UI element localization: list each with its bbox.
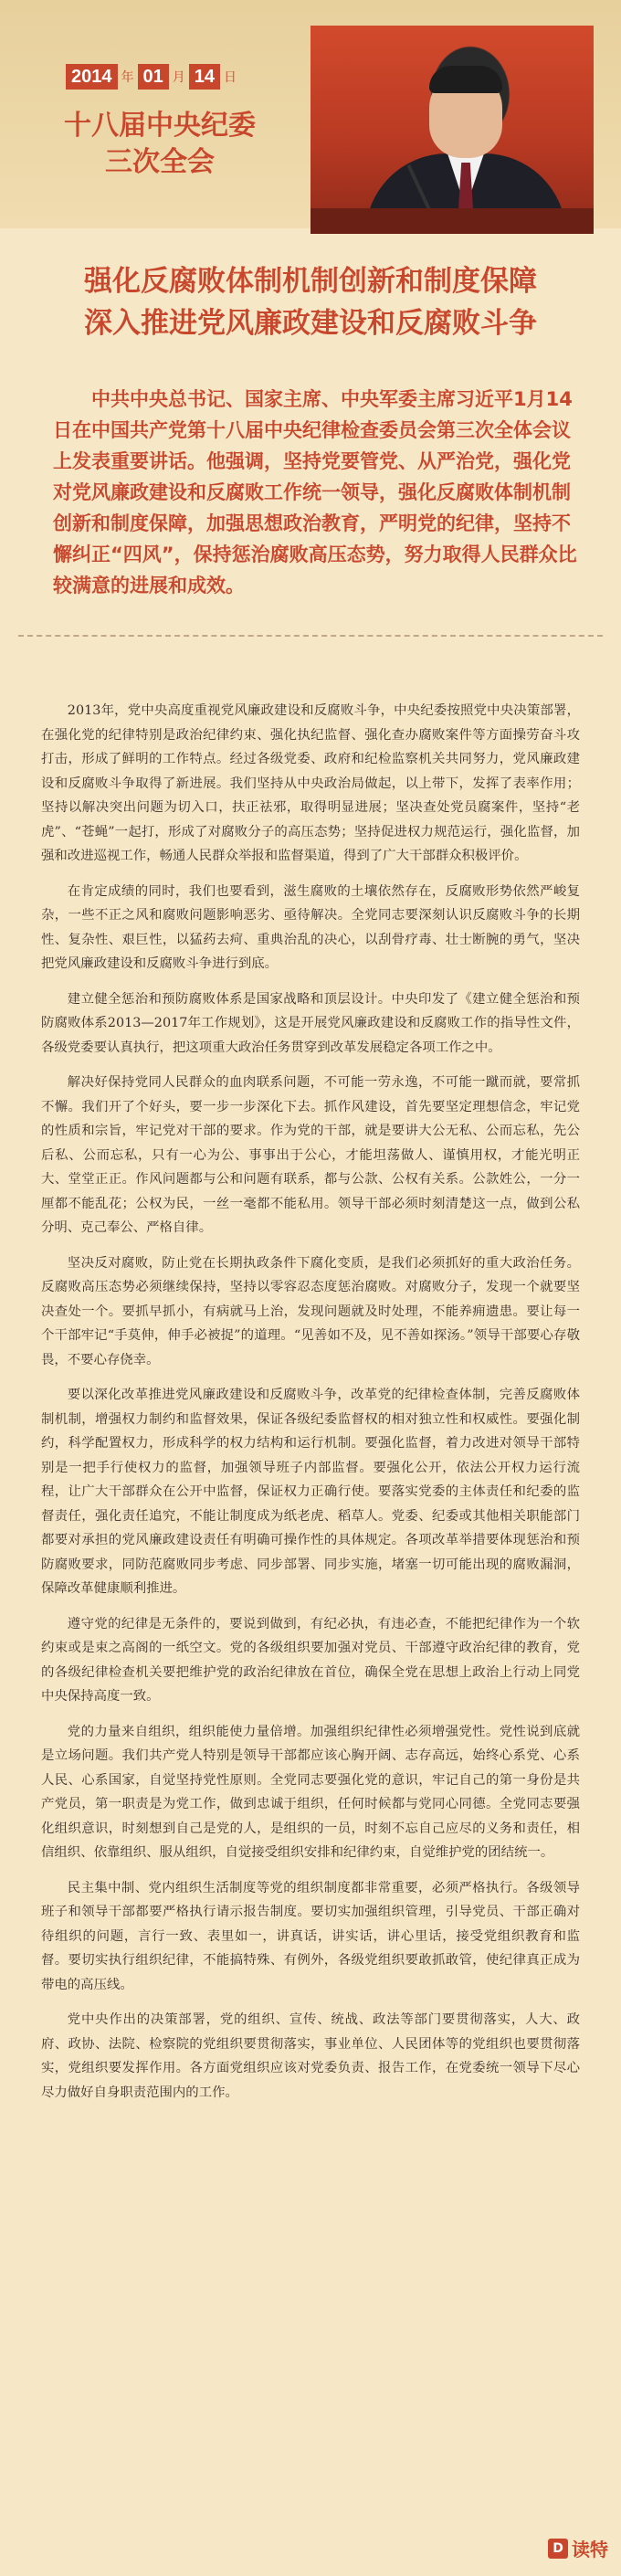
date-day-unit: 日 [224, 69, 237, 84]
date-month-unit: 月 [172, 69, 185, 84]
speaker-photo [310, 26, 594, 234]
app-name: 读特 [572, 2539, 608, 2560]
article-headline [0, 260, 621, 344]
body-paragraph: 民主集中制、党内组织生活制度等党的组织制度都非常重要，必须严格执行。各级领导班子和领导干部都要严格执行请示报告制度。要切实加强组织管理，引导党员、干部正确对待组织的问题，言行一致、表里如一，讲真话，讲实话，讲心里话，接受党组织教育和监督。要切实执行组织纪律，不能搞特殊、有例外，各级党组织要敢抓敢管，使纪律真正成为带电的高压线。 [41, 1880, 580, 1992]
session-line-2: 三次全会 [105, 146, 215, 178]
date-year: 2014 [66, 64, 118, 90]
date-day: 14 [189, 64, 220, 90]
headline-line-1: 强化反腐败体制机制创新和制度保障 [84, 265, 537, 298]
body-paragraph: 坚决反对腐败，防止党在长期执政条件下腐化变质，是我们必须抓好的重大政治任务。反腐败高压态势必须继续保持，坚持以零容忍态度惩治腐败。对腐败分子，发现一个就要坚决查处一个。要抓早抓小，有病就马上治，发现问题就及时处理，不能养痈遗患。要让每一个干部牢记“手莫伸，伸手必被捉”的道理。“见善如不及，见不善如探汤。”领导干部要心存敬畏，不要心存侥幸。 [41, 1255, 580, 1367]
photo-hair [429, 66, 502, 93]
body-paragraph: 建立健全惩治和预防腐败体系是国家战略和顶层设计。中央印发了《建立健全惩治和预防腐败体系2013—2017年工作规划》，这是开展党风廉政建设和反腐败工作的指导性文件，各级党委要认真执行，把这项重大政治任务贯穿到改革发展稳定各项工作之中。 [41, 991, 580, 1055]
body-paragraph: 在肯定成绩的同时，我们也要看到，滋生腐败的土壤依然存在，反腐败形势依然严峻复杂，一些不正之风和腐败问题影响恶劣、亟待解决。全党同志要深刻认识反腐败斗争的长期性、复杂性、艰巨性，以猛药去疴、重典治乱的决心，以刮骨疗毒、壮士断腕的勇气，坚决把党风廉政建设和反腐败斗争进行到底。 [41, 883, 580, 971]
body-paragraph: 遵守党的纪律是无条件的，要说到做到，有纪必执，有违必查，不能把纪律作为一个软约束或是束之高阁的一纸空文。党的各级组织要加强对党员、干部遵守政治纪律的教育，党的各级纪律检查机关要把维护党的政治纪律放在首位，确保全党在思想上政治上行动上同党中央保持高度一致。 [41, 1616, 580, 1704]
photo-podium [310, 208, 594, 234]
body-paragraph: 党的力量来自组织，组织能使力量倍增。加强组织纪律性必须增强党性。党性说到底就是立场问题。我们共产党人特别是领导干部都应该心胸开阔、志存高远，始终心系党、心系人民、心系国家，自觉坚持党性原则。全党同志要强化党的意识，牢记自己的第一身份是共产党员，第一职责是为党工作，做到忠诚于组织，任何时候都与党同心同德。全党同志要强化组织意识，时刻想到自己是党的人，是组织的一员，时刻不忘自己应尽的义务和责任，相信组织、依靠组织、服从组织，自觉接受组织安排和纪律约束，自觉维护党的团结统一。 [41, 1724, 580, 1860]
lead-paragraph: 中共中央总书记、国家主席、中央军委主席习近平1月14日在中国共产党第十八届中央纪律检查委员会第三次全体会议上发表重要讲话。他强调，坚持党要管党、从严治党，强化党对党风廉政建设和反腐败工作统一领导，强化反腐败体制机制创新和制度保障，加强思想政治教育，严明党的纪律，坚持不懈纠正“四风”，保持惩治腐败高压态势，努力取得人民群众比较满意的进展和成效。 [53, 388, 577, 596]
date-stamp [66, 64, 237, 90]
header-banner [0, 0, 621, 228]
section-divider [18, 635, 603, 637]
app-watermark [548, 2535, 608, 2561]
headline-line-2: 深入推进党风廉政建设和反腐败斗争 [84, 307, 537, 340]
session-line-1: 十八届中央纪委 [64, 110, 256, 142]
body-paragraph: 2013年，党中央高度重视党风廉政建设和反腐败斗争，中央纪委按照党中央决策部署，在强化党的纪律特别是政治纪律约束、强化执纪监督、强化查办腐败案件等方面操劳奋斗攻打击，形成了鲜明的工作特点。经过各级党委、政府和纪检监察机关共同努力，党风廉政建设和反腐败斗争取得了新进展。我们坚持从中央政治局做起，以上带下，发挥了表率作用；坚持以解决突出问题为切入口，扶正祛邪，取得明显进展；坚决查处党员腐案件，坚持“老虎”、“苍蝇”一起打，形成了对腐败分子的高压态势；坚持促进权力规范运行，强化监督，加强和改进巡视工作，畅通人民群众举报和监督渠道，得到了广大干部群众积极评价。 [41, 703, 580, 863]
date-month: 01 [138, 64, 169, 90]
date-year-unit: 年 [121, 69, 134, 84]
body-paragraph: 党中央作出的决策部署，党的组织、宣传、统战、政法等部门要贯彻落实，人大、政府、政协、法院、检察院的党组织要贯彻落实，事业单位、人民团体等的党组织也要贯彻落实，党组织要发挥作用。各方面党组织应该对党委负责、报告工作，在党委统一领导下尽心尽力做好自身职责范围内的工作。 [41, 2012, 580, 2100]
body-paragraph: 要以深化改革推进党风廉政建设和反腐败斗争，改革党的纪律检查体制，完善反腐败体制机制，增强权力制约和监督效果，保证各级纪委监督权的相对独立性和权威性。要强化制约，科学配置权力，形成科学的权力结构和运行机制。要强化监督，着力改进对领导干部特别是一把手行使权力的监督，加强领导班子内部监督。要强化公开，依法公开权力运行流程，让广大干部群众在公开中监督，保证权力正确行使。要落实党委的主体责任和纪委的监督责任，强化责任追究，不能让制度成为纸老虎、稻草人。党委、纪委或其他相关职能部门都要对承担的党风廉政建设责任有明确可操作性的具体规定。各项改革举措要体现惩治和预防腐败要求，同防范腐败同步考虑、同步部署、同步实施，堵塞一切可能出现的腐败漏洞，保障改革健康顺利推进。 [41, 1388, 580, 1596]
app-logo-icon: D [548, 2539, 568, 2559]
article-body [41, 699, 580, 2116]
session-title [50, 108, 269, 181]
body-paragraph: 解决好保持党同人民群众的血肉联系问题，不可能一劳永逸，不可能一蹴而就，要常抓不懈。我们开了个好头，要一步一步深化下去。抓作风建设，首先要坚定理想信念，牢记党的性质和宗旨，牢记党对干部的要求。作为党的干部，就是要讲大公无私、公而忘私，先公后私、公而忘私，只有一心为公、事事出于公心，才能坦荡做人、谨慎用权，才能光明正大、堂堂正正。作风问题都与公和问题有联系，都与公款、公权有关系。公款姓公，一分一厘都不能乱花；公权为民，一丝一毫都不能私用。领导干部必须时刻清楚这一点，做到公私分明、克己奉公、严格自律。 [41, 1075, 580, 1235]
